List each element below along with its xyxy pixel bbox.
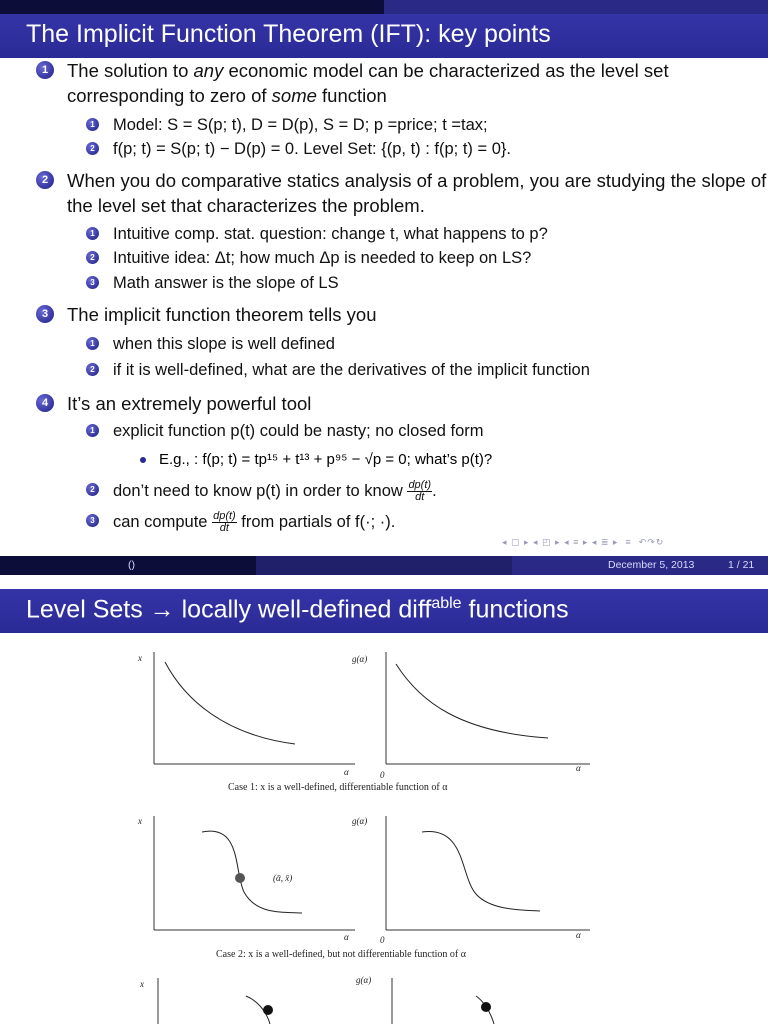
- axis-zero: 0: [380, 770, 385, 780]
- slide1-footer: [0, 556, 768, 575]
- sub-bullet-number: 1: [86, 118, 99, 131]
- case1-caption: Case 1: x is a well-defined, differentiable function of α: [228, 782, 448, 793]
- level-sets-figure: [130, 640, 600, 1024]
- fraction-dp-dt: $\frac{dp(t)}{dt}$: [213, 510, 236, 534]
- case1-right-plot: [352, 652, 590, 773]
- sub-bullet-number: 2: [86, 363, 99, 376]
- item-2-text: When you do comparative statics analysis of a problem, you are studying the slope of the level set that characterizes the problem.: [67, 170, 767, 216]
- axis-label-alpha: α: [344, 932, 349, 942]
- sub-text: f(p; t) = S(p; t) − D(p) = 0. Level Set: {(p, t) : f(p; t) = 0}.: [113, 140, 511, 158]
- sub-text: can compute $\frac{dp(t)}{dt}$ from partials of f(·; ·).: [113, 510, 396, 534]
- sub-bullet-number: 1: [86, 227, 99, 240]
- sub-text: Intuitive idea: Δt; how much Δp is needed to keep on LS?: [113, 249, 532, 267]
- point-marker: [235, 873, 245, 883]
- axis-label-x: x: [138, 816, 142, 826]
- sub-bullet-number: 1: [86, 337, 99, 350]
- axis-label-alpha: α: [344, 767, 349, 777]
- point-label: (ᾱ, x̄): [273, 873, 293, 883]
- footer-page: 1 / 21: [728, 559, 755, 571]
- case3-right-plot: [356, 975, 494, 1024]
- sub-bullet-number: 3: [86, 514, 99, 527]
- bullet-number-3: 3: [36, 305, 54, 323]
- slide2-title-bar: [0, 589, 768, 633]
- case3-left-plot: [139, 978, 273, 1024]
- slide1-title: The Implicit Function Theorem (IFT): key points: [26, 20, 551, 48]
- axis-label-g: g(α): [356, 975, 372, 985]
- sub-text: don’t need to know p(t) in order to know $\frac{dp(t)}{dt}$ .: [113, 479, 437, 503]
- sub-text: explicit function p(t) could be nasty; no closed form: [113, 422, 484, 440]
- top-stripe: [0, 0, 768, 14]
- case2-left-plot: [137, 816, 385, 945]
- footer-date: December 5, 2013: [608, 559, 695, 571]
- example-text: E.g., : f(p; t) = tp¹⁵ + t¹³ + p⁹⁵ − √p = 0; what’s p(t)?: [159, 451, 493, 468]
- sub-text: if it is well-defined, what are the derivatives of the implicit function: [113, 361, 590, 379]
- bullet-number-1: 1: [36, 61, 54, 79]
- slide1-title-bar: [0, 14, 768, 58]
- axis-label-g: g(α): [352, 816, 368, 826]
- axis-label-x: x: [140, 979, 144, 989]
- bullet-number-2: 2: [36, 171, 54, 189]
- point-marker: [481, 1002, 491, 1012]
- sub-bullet-number: 2: [86, 251, 99, 264]
- sub-text: Math answer is the slope of LS: [113, 274, 339, 292]
- case2-caption: Case 2: x is a well-defined, but not differentiable function of α: [216, 949, 466, 960]
- sub-text: Intuitive comp. stat. question: change t, what happens to p?: [113, 225, 548, 243]
- point-marker: [263, 1005, 273, 1015]
- beamer-navigation-icons[interactable]: ◂ ▢ ▸ ◂ ◰ ▸ ◂ ≡ ▸ ◂ ≣ ▸ ≡ ↶↷↻: [502, 537, 665, 547]
- sub-bullet-number: 2: [86, 142, 99, 155]
- axis-label-alpha: α: [576, 763, 581, 773]
- item-1-text: The solution to any economic model can be characterized as the level set corresponding to zero of some function: [67, 60, 669, 106]
- sub-bullet-number: 2: [86, 483, 99, 496]
- slide2-title: Level Sets → locally well-defined diff$^{able}$ functions: [26, 595, 569, 624]
- fraction-dp-dt: $\frac{dp(t)}{dt}$: [408, 479, 432, 503]
- axis-label-alpha: α: [576, 930, 581, 940]
- axis-label-x: x: [138, 653, 142, 663]
- case2-right-plot: [352, 816, 590, 940]
- sub-bullet-number: 1: [86, 424, 99, 437]
- axis-zero: 0: [380, 935, 385, 945]
- bullet-number-4: 4: [36, 394, 54, 412]
- item-4-text: It’s an extremely powerful tool: [67, 393, 312, 414]
- bullet-dot: [140, 457, 146, 463]
- sub-text: when this slope is well defined: [113, 335, 335, 353]
- footer-author: (): [128, 559, 135, 571]
- sub-text: Model: S = S(p; t), D = D(p), S = D; p =price; t =tax;: [113, 116, 488, 134]
- case1-left-plot: [137, 652, 385, 780]
- slide1-content: [0, 58, 768, 533]
- axis-label-g: g(α): [352, 654, 368, 664]
- footer-middle: [256, 556, 512, 575]
- sub-bullet-number: 3: [86, 276, 99, 289]
- item-3-text: The implicit function theorem tells you: [67, 304, 377, 325]
